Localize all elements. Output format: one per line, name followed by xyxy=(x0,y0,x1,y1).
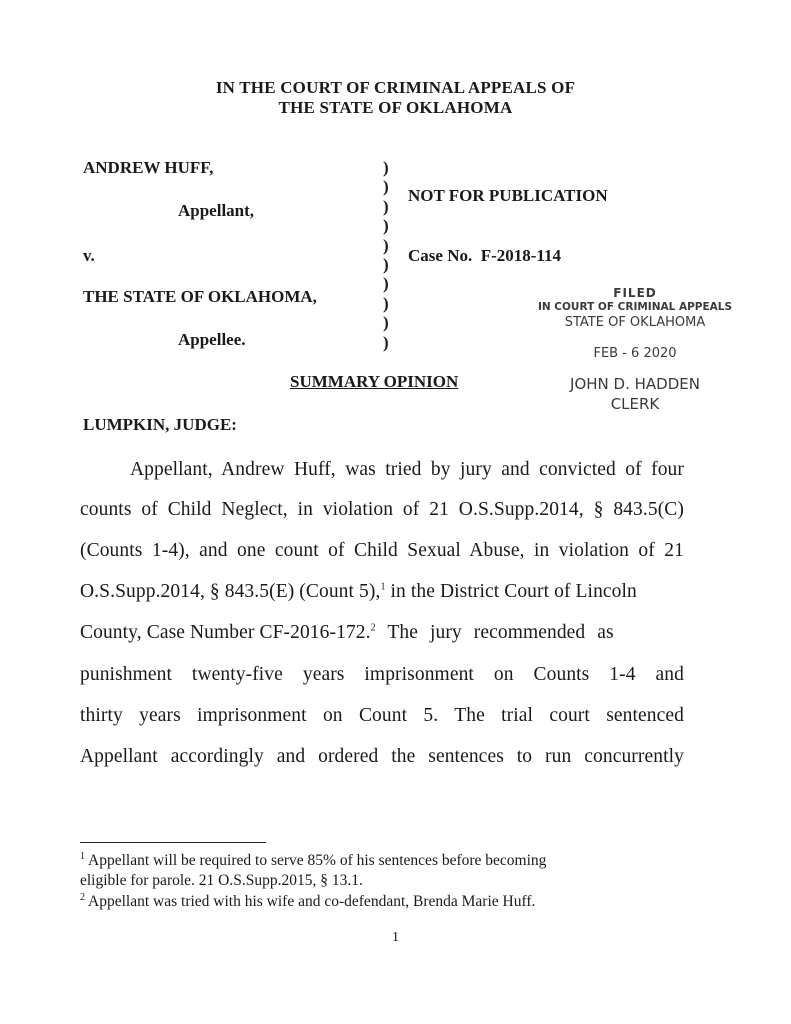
stamp-filed: FILED xyxy=(613,286,657,300)
appellant-name: ANDREW HUFF, xyxy=(83,158,214,177)
stamp-clerk-title: CLERK xyxy=(610,395,660,413)
body-line-5: County, Case Number CF-2016-172.$^2$ The jury recommended as xyxy=(80,622,614,643)
footnote-2: $^2$ Appellant was tried with his wife and co-defendant, Brenda Marie Huff. xyxy=(80,891,536,910)
stamp-state: STATE OF OKLAHOMA xyxy=(564,315,706,330)
case-label: Case No. xyxy=(408,246,473,265)
case-number: F-2018-114 xyxy=(480,246,561,265)
appellee-name: THE STATE OF OKLAHOMA, xyxy=(83,287,317,306)
body-line-1: Appellant, Andrew Huff, was tried by jury and convicted of four xyxy=(130,459,684,480)
body-line-7: thirty years imprisonment on Count 5. The trial court sentenced xyxy=(80,705,684,726)
caption-parentheses: ) ) ) ) ) ) ) ) ) ) xyxy=(383,158,389,352)
stamp-date: FEB - 6 2020 xyxy=(593,346,677,361)
footnote-1: $^1$ Appellant will be required to serve 85% of his sentences before becoming xyxy=(80,850,547,869)
body-line-6: punishment twenty-five years imprisonment on Counts 1-4 and xyxy=(80,664,684,685)
judge-name: LUMPKIN, JUDGE: xyxy=(83,415,237,434)
footnote-ref-2: 2 xyxy=(370,622,376,634)
footnote-1-cont: eligible for parole. 21 O.S.Supp.2015, § 13.1. xyxy=(80,872,363,889)
body-line-3: (Counts 1-4), and one count of Child Sexual Abuse, in violation of 21 xyxy=(80,540,684,561)
publication-status: NOT FOR PUBLICATION xyxy=(408,186,608,205)
body-line-4: O.S.Supp.2014, § 843.5(E) (Count 5),$^1$ in the District Court of Lincoln xyxy=(80,581,637,602)
court-title-line-2: THE STATE OF OKLAHOMA xyxy=(278,98,513,117)
case-number-label xyxy=(408,246,561,266)
footnote-ref-1: 1 xyxy=(380,581,386,593)
stamp-court: IN COURT OF CRIMINAL APPEALS xyxy=(537,301,733,313)
page-number: 1 xyxy=(392,930,399,945)
appellee-role: Appellee. xyxy=(178,330,246,349)
body-line-2: counts of Child Neglect, in violation of 21 O.S.Supp.2014, § 843.5(C) xyxy=(80,499,684,520)
stamp-clerk-name: JOHN D. HADDEN xyxy=(570,375,700,393)
appellant-role: Appellant, xyxy=(178,201,255,220)
summary-opinion-heading: SUMMARY OPINION xyxy=(290,372,459,391)
footnote-rule xyxy=(80,842,266,843)
court-title-line-1: IN THE COURT OF CRIMINAL APPEALS OF xyxy=(215,78,576,97)
body-line-8: Appellant accordingly and ordered the sentences to run concurrently xyxy=(80,746,684,767)
versus: v. xyxy=(83,246,95,265)
